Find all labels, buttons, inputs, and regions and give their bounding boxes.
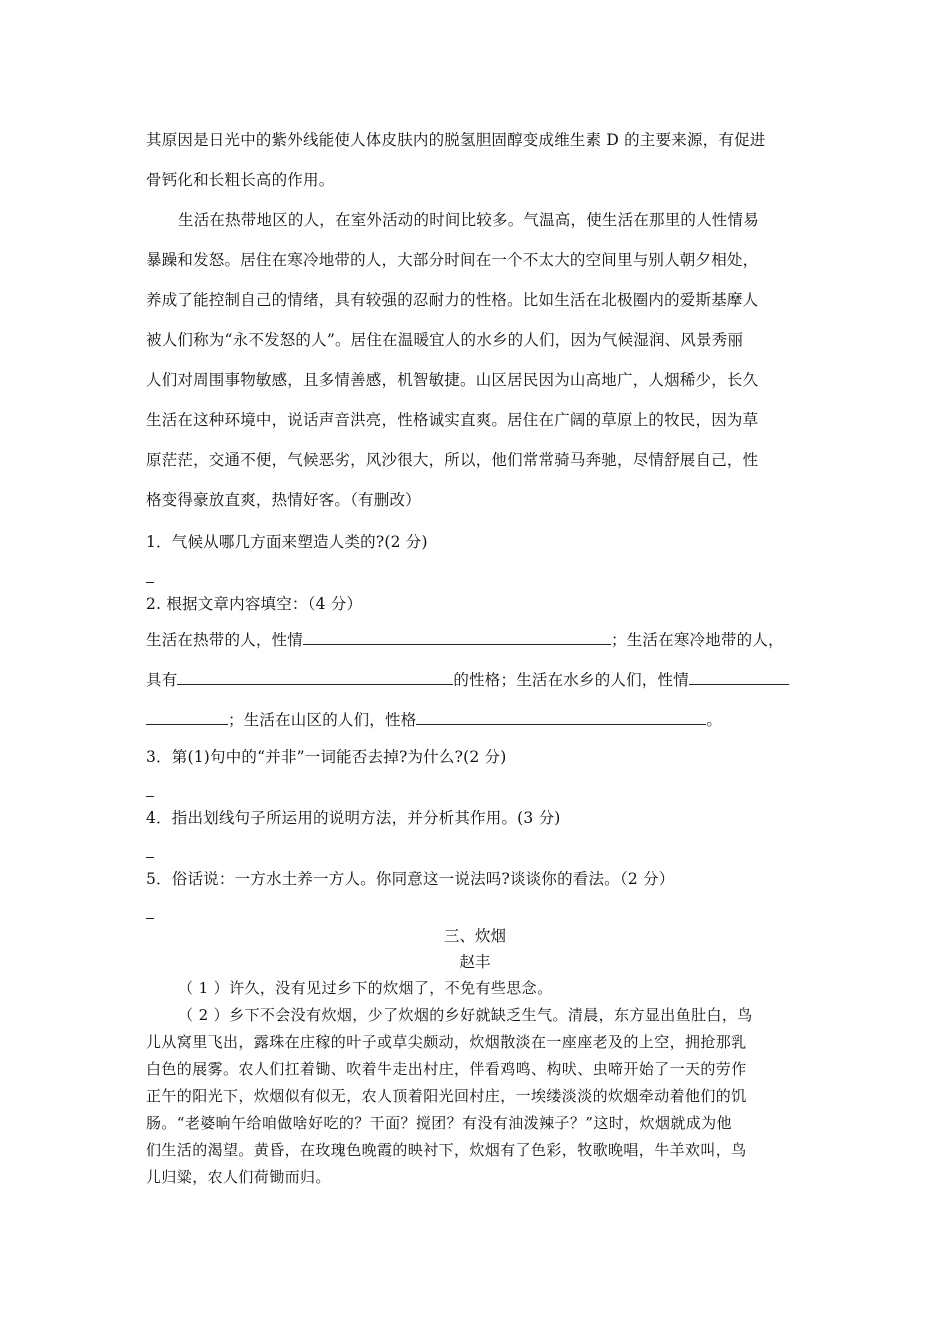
fill-blank[interactable] — [303, 630, 611, 645]
passage-line: 格变得豪放直爽，热情好客。（有删改） — [146, 491, 421, 509]
question-1: 1．气候从哪几方面来塑造人类的?(2 分) — [146, 533, 428, 551]
section-line: 肠。“老婆晌午给咱做啥好吃的？干面？搅团？有没有油泼辣子？”这时，炊烟就成为他 — [146, 1114, 732, 1132]
section-line: 白色的展雾。农人们扛着锄、吹着牛走出村庄，伴看鸡鸣、构吠、虫啼开始了一天的劳作 — [146, 1060, 747, 1078]
passage-line: 原茫茫，交通不便，气候恶劣，风沙很大，所以，他们常常骑马奔驰，尽情舒展自己，性 — [146, 451, 759, 469]
passage-line: 生活在这种环境中，说话声音洪亮，性格诚实直爽。居住在广阔的草原上的牧民，因为草 — [146, 411, 759, 429]
section-line: 正午的阳光下，炊烟似有似无，农人顶着阳光回村庄，一埃缕淡淡的炊烟牵动着他们的饥 — [146, 1087, 747, 1105]
section-line: （ 1 ）许久，没有见过乡下的炊烟了，不免有些思念。 — [178, 979, 553, 997]
fill-blank[interactable] — [177, 670, 453, 685]
section-line: （ 2 ）乡下不会没有炊烟，少了炊烟的乡好就缺乏生气。清晨，东方显出鱼肚白，鸟 — [178, 1006, 753, 1024]
passage-line: 被人们称为“永不发怒的人”。居住在温暖宜人的水乡的人们，因为气候湿润、风景秀丽 — [146, 331, 744, 349]
fill-line-1 — [146, 628, 784, 650]
fill-text: ；生活在寒冷地带的人， — [611, 631, 784, 649]
section-title: 三、炊烟 — [443, 927, 506, 945]
passage-line: 养成了能控制自己的情绪，具有较强的忍耐力的性格。比如生活在北极圈内的爱斯基摩人 — [146, 291, 759, 309]
answer-line[interactable] — [146, 857, 154, 858]
section-line: 儿从窝里飞出，露珠在庄稼的叶子或草尖颇动，炊烟散淡在一座座老及的上空，拥抢那乳 — [146, 1033, 747, 1051]
section-line: 们生活的渴望。黄昏，在玫瑰色晚霞的映衬下，炊烟有了色彩，牧歌晚唱，牛羊欢叫，鸟 — [146, 1141, 747, 1159]
fill-blank[interactable] — [689, 670, 789, 685]
answer-line[interactable] — [146, 918, 154, 919]
section-line: 儿归粱，农人们荷锄而归。 — [146, 1168, 331, 1186]
fill-line-2 — [146, 668, 789, 690]
passage-line: 人们对周围事物敏感，且多情善感，机智敏捷。山区居民因为山高地广，人烟稀少，长久 — [146, 371, 759, 389]
question-3: 3．第(1)句中的“并非”一词能否去掉?为什么?(2 分) — [146, 748, 507, 766]
fill-blank[interactable] — [146, 710, 228, 725]
fill-text: 的性格；生活在水乡的人们，性情 — [453, 671, 689, 689]
fill-text: 生活在热带的人，性情 — [146, 631, 304, 649]
fill-blank[interactable] — [416, 710, 706, 725]
question-2: 2. 根据文章内容填空：（4 分） — [146, 595, 363, 613]
fill-text: ；生活在山区的人们，性格 — [228, 711, 417, 729]
answer-line[interactable] — [146, 582, 154, 583]
section-author: 赵丰 — [459, 953, 491, 971]
passage-line: 其原因是日光中的紫外线能使人体皮肤内的脱氢胆固醇变成维生素 D 的主要来源，有促进 — [146, 131, 766, 149]
fill-line-3 — [146, 708, 722, 730]
passage-line: 骨钙化和长粗长高的作用。 — [146, 171, 335, 189]
passage-line: 暴躁和发怒。居住在寒冷地带的人，大部分时间在一个不太大的空间里与别人朝夕相处， — [146, 251, 759, 269]
passage-line: 生活在热带地区的人，在室外活动的时间比较多。气温高，使生活在那里的人性情易 — [178, 211, 759, 229]
fill-text: 。 — [706, 711, 723, 729]
answer-line[interactable] — [146, 796, 154, 797]
question-4: 4．指出划线句子所运用的说明方法，并分析其作用。(3 分) — [146, 809, 561, 827]
question-5: 5．俗话说：一方水土养一方人。你同意这一说法吗?谈谈你的看法。（2 分） — [146, 870, 675, 888]
fill-text: 具有 — [146, 671, 178, 689]
